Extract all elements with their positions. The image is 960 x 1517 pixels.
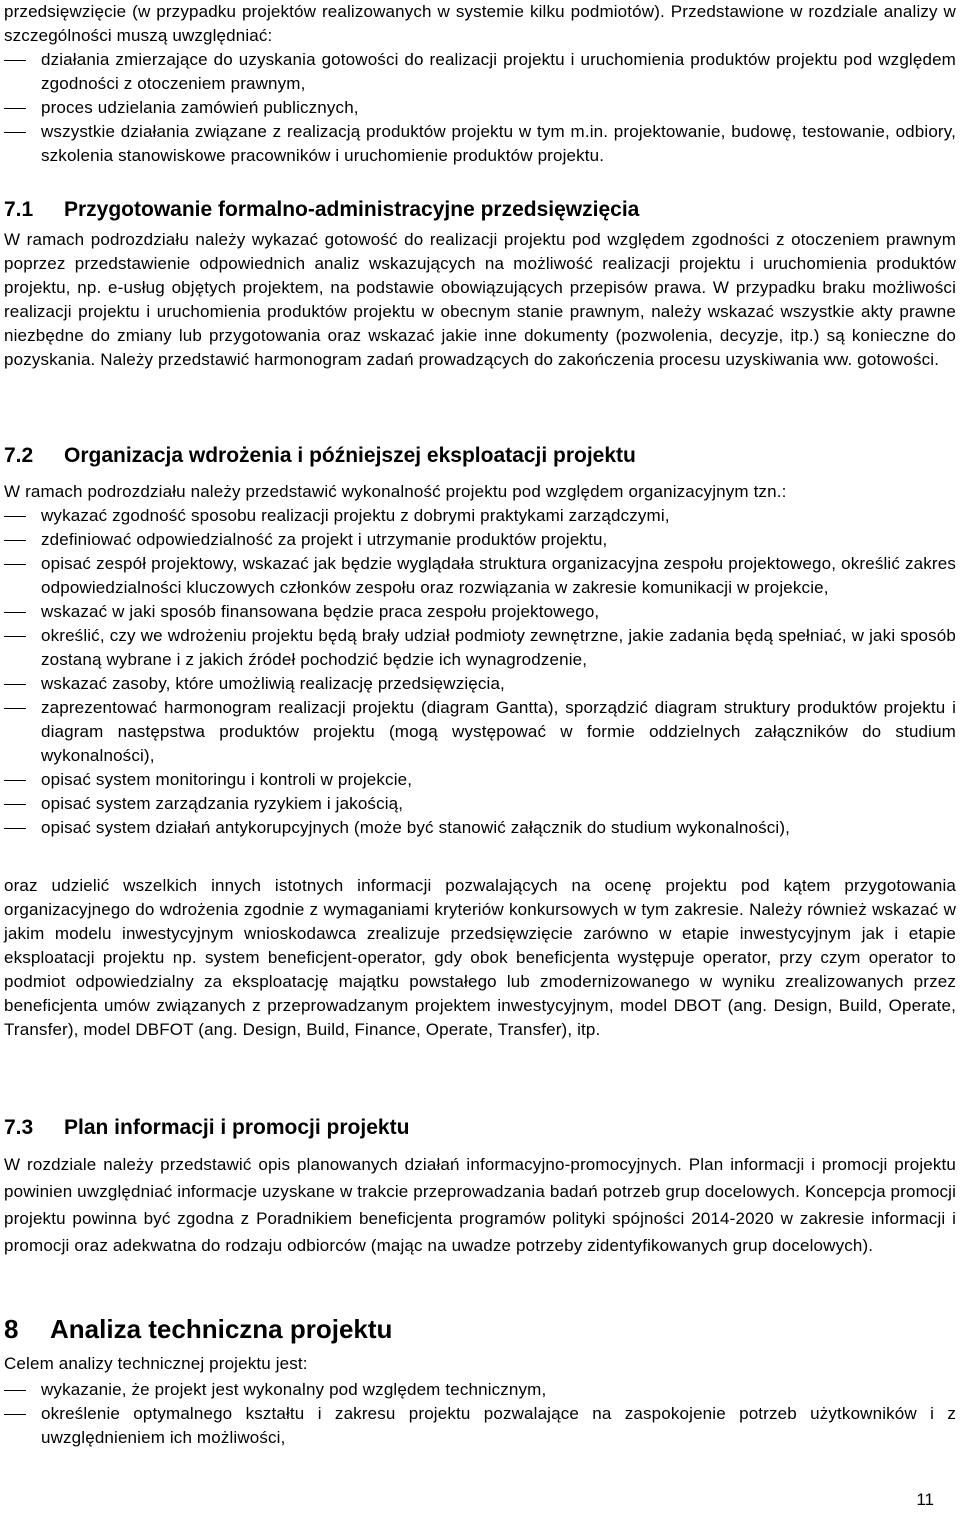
list-item: proces udzielania zamówień publicznych, [4,96,956,120]
section-number: 7.1 [4,198,34,221]
section-number: 8 [4,1314,19,1344]
section-7-2-heading [4,442,636,470]
list-item: zdefiniować odpowiedzialność za projekt i utrzymanie produktów projektu, [4,528,956,552]
list-item: wskazać zasoby, które umożliwią realizację przedsięwzięcia, [4,672,956,696]
list-item: wykazanie, że projekt jest wykonalny pod względem technicznym, [4,1378,956,1402]
section-7-2-list [4,504,956,840]
section-7-1-paragraph: W ramach podrozdziału należy wykazać gotowość do realizacji projektu pod względem zgodności z otoczeniem prawnym poprzez przedstawienie odpowiednich analiz wskazujących na możliwość realizacji projektu i uruchomienia produktów projektu, np. e-usług objętych projektem, na podstawie obowiązujących przepisów prawa. W przypadku braku możliwości realizacji projektu i uruchomienia produktów projektu w obecnym stanie prawnym, należy wskazać wszystkie akty prawne niezbędne do zmiany lub przygotowania oraz wskazać jakie inne dokumenty (pozwolenia, decyzje, itp.) są konieczne do pozyskania. Należy przedstawić harmonogram zadań prowadzących do zakończenia procesu uzyskiwania ww. gotowości. [4,230,956,369]
intro-list [4,48,956,168]
section-title: Analiza techniczna projektu [50,1314,393,1344]
list-item: opisać system działań antykorupcyjnych (może być stanowić załącznik do studium wykonalności), [4,816,956,840]
section-title: Plan informacji i promocji projektu [64,1116,410,1139]
section-8-heading [4,1313,392,1345]
list-item: opisać system zarządzania ryzykiem i jakością, [4,792,956,816]
section-7-2-lead: W ramach podrozdziału należy przedstawić wykonalność projektu pod względem organizacyjnym tzn.: [4,482,787,501]
intro-paragraph: przedsięwzięcie (w przypadku projektów realizowanych w systemie kilku podmiotów). Przedstawione w rozdziale analizy w szczególności muszą uwzględniać: [4,2,956,45]
list-item: wszystkie działania związane z realizacją produktów projektu w tym m.in. projektowanie, budowę, testowanie, odbiory, szkolenia stanowiskowe pracowników i uruchomienie produktów projektu. [4,120,956,168]
list-item: opisać system monitoringu i kontroli w projekcie, [4,768,956,792]
list-item: określić, czy we wdrożeniu projektu będą brały udział podmioty zewnętrzne, jakie zadania będą spełniać, w jaki sposób zostaną wybrane i z jakich źródeł pochodzić będzie ich wynagrodzenie, [4,624,956,672]
section-7-3-heading [4,1114,409,1142]
list-item: zaprezentować harmonogram realizacji projektu (diagram Gantta), sporządzić diagram struktury produktów projektu i diagram następstwa produktów projektu (mogą występować w formie oddzielnych załączników do studium wykonalności), [4,696,956,768]
section-7-1-heading [4,196,639,224]
section-number: 7.2 [4,444,34,467]
list-item: określenie optymalnego kształtu i zakresu projektu pozwalające na zaspokojenie potrzeb użytkowników i z uwzględnieniem ich możliwości, [4,1402,956,1450]
section-7-3-paragraph: W rozdziale należy przedstawić opis planowanych działań informacyjno-promocyjnych. Plan informacji i promocji projektu powinien uwzględniać informacje uzyskane w trakcie przeprowadzania badań potrzeb grup docelowych. Koncepcja promocji projektu powinna być zgodna z Poradnikiem beneficjenta programów polityki spójności 2014-2020 w zakresie informacji i promocji oraz adekwatna do rodzaju odbiorców (mając na uwadze potrzeby zidentyfikowanych grup docelowych). [4,1155,956,1255]
list-item: działania zmierzające do uzyskania gotowości do realizacji projektu i uruchomienia produktów projektu pod względem zgodności z otoczeniem prawnym, [4,48,956,96]
section-7-2-paragraph: oraz udzielić wszelkich innych istotnych informacji pozwalających na ocenę projektu pod kątem przygotowania organizacyjnego do wdrożenia zgodnie z wymaganiami kryteriów konkursowych w tym zakresie. Należy również wskazać w jakim modelu inwestycyjnym wnioskodawca zrealizuje przedsięwzięcie zarówno w etapie inwestycyjnym jak i etapie eksploatacji projektu np. system beneficjent-operator, gdy obok beneficjenta występuje operator, przy czym operator to podmiot odpowiedzialny za eksploatację majątku powstałego lub zmodernizowanego w wyniku zrealizowanych przez beneficjenta umów związanych z przeprowadzanym projektem inwestycyjnym, model DBOT (ang. Design, Build, Operate, Transfer), model DBFOT (ang. Design, Build, Finance, Operate, Transfer), itp. [4,876,956,1039]
section-number: 7.3 [4,1116,34,1139]
page-number: 11 [916,1490,934,1509]
section-8-list [4,1378,956,1450]
section-title: Organizacja wdrożenia i późniejszej eksploatacji projektu [64,444,636,467]
section-title: Przygotowanie formalno-administracyjne przedsięwzięcia [64,198,640,221]
list-item: wskazać w jaki sposób finansowana będzie praca zespołu projektowego, [4,600,956,624]
list-item: opisać zespół projektowy, wskazać jak będzie wyglądała struktura organizacyjna zespołu projektowego, określić zakres odpowiedzialności kluczowych członków zespołu oraz rozwiązania w zakresie komunikacji w projekcie, [4,552,956,600]
list-item: wykazać zgodność sposobu realizacji projektu z dobrymi praktykami zarządczymi, [4,504,956,528]
section-8-lead: Celem analizy technicznej projektu jest: [4,1354,308,1373]
